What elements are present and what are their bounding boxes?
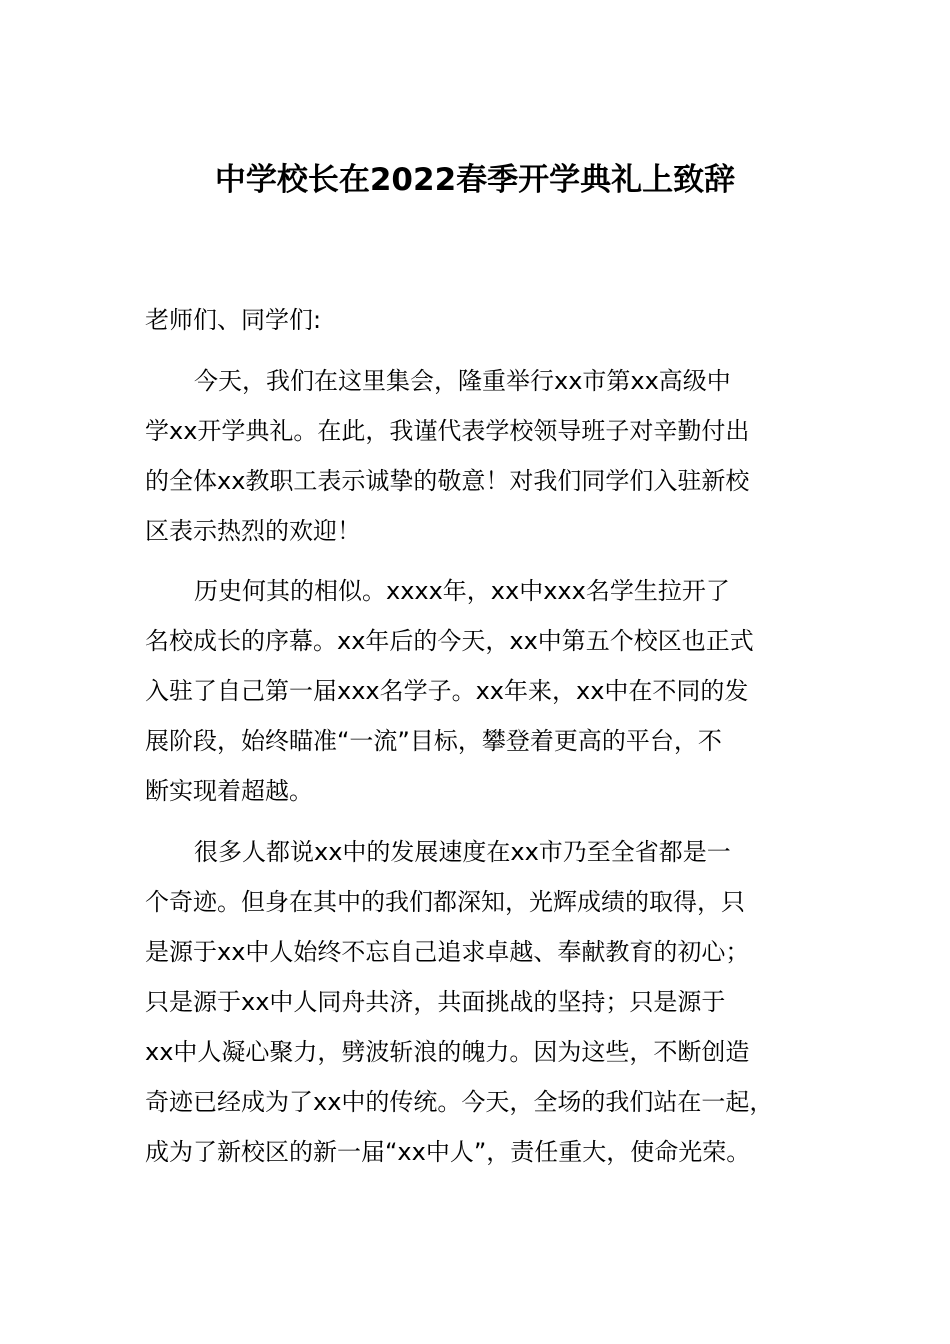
paragraph-line: 只是源于xx中人同舟共济，共面挑战的坚持；只是源于 xyxy=(145,988,726,1016)
paragraph-3 xyxy=(145,827,845,1177)
paragraph-line: 区表示热烈的欢迎！ xyxy=(145,517,361,545)
paragraph-line: 历史何其的相似。xxxx年，xx中xxx名学生拉开了 xyxy=(194,577,730,605)
paragraph-line: 个奇迹。但身在其中的我们都深知，光辉成绩的取得，只 xyxy=(145,888,745,916)
salutation-line: 老师们、同学们: xyxy=(145,306,322,334)
salutation xyxy=(145,295,845,345)
paragraph-line: xx中人凝心聚力，劈波斩浪的魄力。因为这些，不断创造 xyxy=(145,1038,750,1066)
paragraph-line: 今天，我们在这里集会，隆重举行xx市第xx高级中 xyxy=(194,367,731,395)
paragraph-line: 断实现着超越。 xyxy=(145,777,313,805)
paragraph-line: 的全体xx教职工表示诚挚的敬意！对我们同学们入驻新校 xyxy=(145,467,750,495)
document-title: 中学校长在2022春季开学典礼上致辞 xyxy=(214,162,736,198)
paragraph-line: 成为了新校区的新一届“xx中人”，责任重大，使命光荣。 xyxy=(145,1138,751,1166)
paragraph-line: 奇迹已经成为了xx中的传统。今天，全场的我们站在一起， xyxy=(145,1088,774,1116)
paragraph-1 xyxy=(145,356,845,556)
paragraph-line: 名校成长的序幕。xx年后的今天，xx中第五个校区也正式 xyxy=(145,627,754,655)
paragraph-line: 展阶段，始终瞄准“一流”目标，攀登着更高的平台，不 xyxy=(145,727,722,755)
paragraph-line: 入驻了自己第一届xxx名学子。xx年来，xx中在不同的发 xyxy=(145,677,749,705)
paragraph-line: 学xx开学典礼。在此，我谨代表学校领导班子对辛勤付出 xyxy=(145,417,750,445)
paragraph-2 xyxy=(145,566,845,816)
paragraph-line: 是源于xx中人始终不忘自己追求卓越、奉献教育的初心； xyxy=(145,938,750,966)
paragraph-line: 很多人都说xx中的发展速度在xx市乃至全省都是一 xyxy=(194,838,731,866)
